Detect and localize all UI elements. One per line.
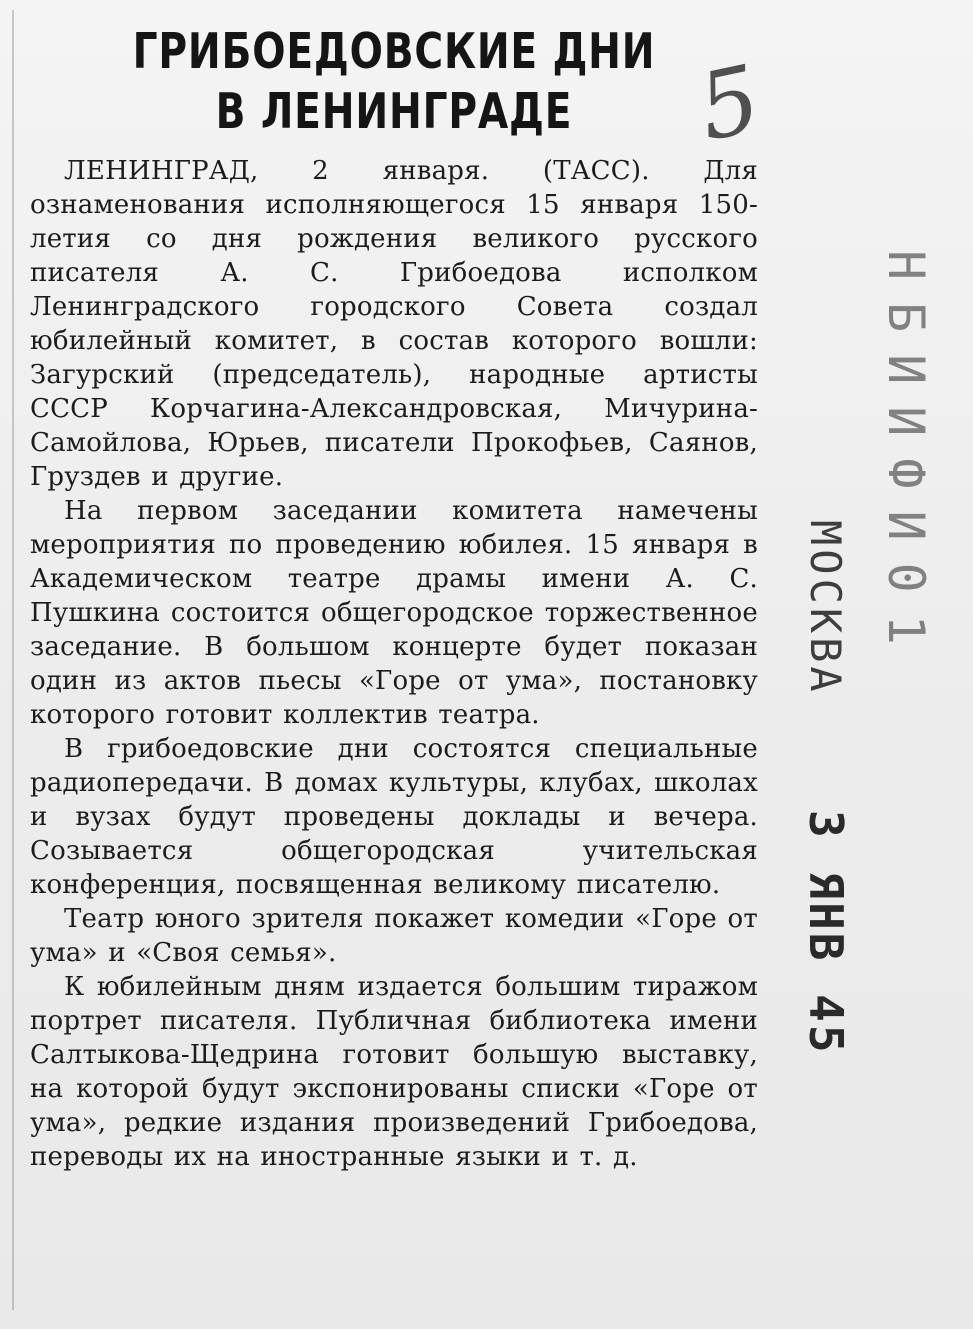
headline-line-2: В ЛЕНИНГРАДЕ xyxy=(215,83,573,140)
headline-line-1: ГРИБОЕДОВСКИЕ ДНИ xyxy=(132,23,656,80)
paragraph-3: В грибоедовские дни состоятся специальные радиопередачи. В домах культуры, клубах, школах и вузах будут проведены доклады и вечера. Созывается общегородская учительская конференция, посвященная великому писателю. xyxy=(30,734,758,900)
date-stamp xyxy=(795,520,855,1160)
headline xyxy=(103,22,685,142)
paragraph-5: К юбилейным дням издается большим тиражом портрет писателя. Публичная библиотека имени Салтыкова-Щедрина готовит большую выставку, на которой будут экспонированы списки «Горе от ума», редкие издания произведений Грибоедова, переводы их на иностранные языки и т. д. xyxy=(30,972,758,1172)
archive-serial: НБИИФИ01 xyxy=(877,250,935,667)
stamp-city: МОСКВА xyxy=(801,520,850,696)
article-body xyxy=(30,154,758,1174)
column-rule xyxy=(12,10,14,1310)
paragraph-1: ЛЕНИНГРАД, 2 января. (ТАСС). Для ознаменования исполняющегося 15 января 150-летия со дня рождения великого русского писателя А. С. Грибоедова исполком Ленинградского городского Совета создал юбилейный комитет, в состав которого вошли: Загурский (председатель), народные артисты СССР Корчагина-Александровская, Мичурина-Самойлова, Юрьев, писатели Прокофьев, Саянов, Груздев и другие. xyxy=(30,156,758,492)
article xyxy=(30,22,758,1174)
stamp-date: 3 ЯНВ 45 xyxy=(799,810,853,1056)
paragraph-2: На первом заседании комитета намечены мероприятия по проведению юбилея. 15 января в Академическом театре драмы имени А. С. Пушкина состоится общегородское торжественное заседание. В большом концерте будет показан один из актов пьесы «Горе от ума», постановку которого готовит коллектив театра. xyxy=(30,496,758,730)
paragraph-4: Театр юного зрителя покажет комедии «Горе от ума» и «Своя семья». xyxy=(30,904,758,968)
handwritten-mark: 5 xyxy=(689,45,770,162)
